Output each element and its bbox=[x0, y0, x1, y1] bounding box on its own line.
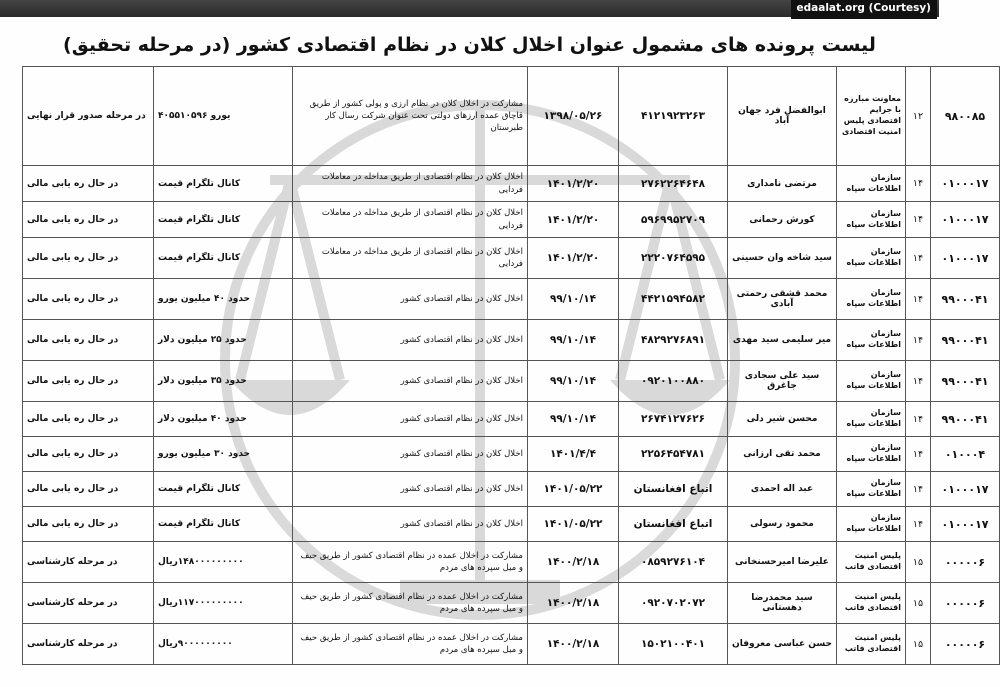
table-row bbox=[23, 166, 1000, 202]
case-number-cell: ۹۹۰۰۰۴۱ bbox=[931, 361, 1000, 402]
agency-cell: سازمان اطلاعات سپاه bbox=[837, 166, 906, 202]
source-credit: edaalat.org (Courtesy) bbox=[791, 0, 937, 19]
case-status-cell: در مرحله کارشناسی bbox=[23, 583, 154, 624]
table-row bbox=[23, 361, 1000, 402]
amount-cell: کانال تلگرام قیمت bbox=[154, 202, 293, 238]
branch-number-cell: ۱۵ bbox=[906, 624, 931, 665]
charge-description-cell: اخلال کلان در نظام اقتصادی کشور bbox=[293, 472, 528, 507]
case-date-cell: ۱۴۰۰/۲/۱۸ bbox=[528, 542, 619, 583]
case-date-cell: ۱۴۰۱/۲/۲۰ bbox=[528, 202, 619, 238]
table-row bbox=[23, 624, 1000, 665]
branch-number-cell: ۱۴ bbox=[906, 472, 931, 507]
national-code-cell: ۲۷۶۲۲۶۴۶۴۸ bbox=[619, 166, 728, 202]
defendant-name-cell: سید محمدرضا دهستانی bbox=[728, 583, 837, 624]
amount-cell: حدود ۴۰ میلیون یورو bbox=[154, 279, 293, 320]
case-status-cell: در حال ره یابی مالی bbox=[23, 166, 154, 202]
agency-cell: پلیس امنیت اقتصادی فاتب bbox=[837, 624, 906, 665]
defendant-name-cell: محمود رسولی bbox=[728, 507, 837, 542]
case-date-cell: ۱۴۰۱/۰۵/۲۲ bbox=[528, 507, 619, 542]
charge-description-cell: مشارکت در اخلال کلان در نظام ارزی و پولی کشور از طریق قاچاق عمده ارزهای دولتی تحت عنوان شرکت رسال کار طبرستان bbox=[293, 67, 528, 166]
table-row bbox=[23, 320, 1000, 361]
charge-description-cell: مشارکت در اخلال عمده در نظام اقتصادی کشور از طریق حیف و میل سپرده های مردم bbox=[293, 624, 528, 665]
amount-cell: حدود ۳۵ میلیون دلار bbox=[154, 361, 293, 402]
table-row bbox=[23, 542, 1000, 583]
table-row bbox=[23, 437, 1000, 472]
national-code-cell: ۱۵۰۲۱۰۰۴۰۱ bbox=[619, 624, 728, 665]
amount-cell: ۱۴۸۰۰۰۰۰۰۰۰۰ریال bbox=[154, 542, 293, 583]
case-status-cell: در حال ره یابی مالی bbox=[23, 202, 154, 238]
defendant-name-cell: محسن شیر دلی bbox=[728, 402, 837, 437]
case-date-cell: ۹۹/۱۰/۱۴ bbox=[528, 320, 619, 361]
amount-cell: کانال تلگرام قیمت bbox=[154, 238, 293, 279]
charge-description-cell: اخلال کلان در نظام اقتصادی از طریق مداخله در معاملات فردایی bbox=[293, 202, 528, 238]
charge-description-cell: اخلال کلان در نظام اقتصادی کشور bbox=[293, 402, 528, 437]
case-number-cell: ۰۱۰۰۰۱۷ bbox=[931, 166, 1000, 202]
branch-number-cell: ۱۴ bbox=[906, 279, 931, 320]
amount-cell: حدود ۴۰ میلیون دلار bbox=[154, 402, 293, 437]
agency-cell: سازمان اطلاعات سپاه bbox=[837, 507, 906, 542]
agency-cell: سازمان اطلاعات سپاه bbox=[837, 279, 906, 320]
national-code-cell: ۴۱۲۱۹۲۳۲۶۳ bbox=[619, 67, 728, 166]
charge-description-cell: اخلال کلان در نظام اقتصادی کشور bbox=[293, 279, 528, 320]
charge-description-cell: مشارکت در اخلال عمده در نظام اقتصادی کشور از طریق حیف و میل سپرده های مردم bbox=[293, 583, 528, 624]
national-code-cell: ۲۲۵۶۴۵۴۷۸۱ bbox=[619, 437, 728, 472]
charge-description-cell: اخلال کلان در نظام اقتصادی از طریق مداخله در معاملات فردایی bbox=[293, 238, 528, 279]
defendant-name-cell: حسن عباسی معروفان bbox=[728, 624, 837, 665]
case-status-cell: در حال ره یابی مالی bbox=[23, 320, 154, 361]
branch-number-cell: ۱۴ bbox=[906, 507, 931, 542]
amount-cell: کانال تلگرام قیمت bbox=[154, 507, 293, 542]
case-status-cell: در مرحله کارشناسی bbox=[23, 542, 154, 583]
agency-cell: سازمان اطلاعات سپاه bbox=[837, 238, 906, 279]
case-number-cell: ۹۸۰۰۸۵ bbox=[931, 67, 1000, 166]
defendant-name-cell: محمد تقی ارزانی bbox=[728, 437, 837, 472]
amount-cell: حدود ۲۵ میلیون دلار bbox=[154, 320, 293, 361]
amount-cell: ۹۰۰۰۰۰۰۰۰۰ریال bbox=[154, 624, 293, 665]
agency-cell: سازمان اطلاعات سپاه bbox=[837, 437, 906, 472]
case-status-cell: در حال ره یابی مالی bbox=[23, 402, 154, 437]
agency-cell: سازمان اطلاعات سپاه bbox=[837, 202, 906, 238]
case-date-cell: ۱۴۰۱/۲/۲۰ bbox=[528, 238, 619, 279]
defendant-name-cell: ابوالفضل فرد جهان آباد bbox=[728, 67, 837, 166]
national-code-cell: ۰۸۵۹۲۷۶۱۰۴ bbox=[619, 542, 728, 583]
branch-number-cell: ۱۲ bbox=[906, 67, 931, 166]
case-number-cell: ۰۰۰۰۰۶ bbox=[931, 624, 1000, 665]
case-status-cell: در حال ره یابی مالی bbox=[23, 437, 154, 472]
case-number-cell: ۰۱۰۰۰۱۷ bbox=[931, 507, 1000, 542]
defendant-name-cell: میر سلیمی سید مهدی bbox=[728, 320, 837, 361]
charge-description-cell: اخلال کلان در نظام اقتصادی کشور bbox=[293, 507, 528, 542]
case-status-cell: در حال ره یابی مالی bbox=[23, 361, 154, 402]
agency-cell: معاونت مبارزه با جرایم اقتصادی پلیس امنیت اقتصادی bbox=[837, 67, 906, 166]
case-status-cell: در حال ره یابی مالی bbox=[23, 507, 154, 542]
charge-description-cell: مشارکت در اخلال عمده در نظام اقتصادی کشور از طریق حیف و میل سپرده های مردم bbox=[293, 542, 528, 583]
table-row bbox=[23, 238, 1000, 279]
case-date-cell: ۱۴۰۱/۰۵/۲۲ bbox=[528, 472, 619, 507]
case-date-cell: ۱۴۰۱/۲/۲۰ bbox=[528, 166, 619, 202]
table-row bbox=[23, 202, 1000, 238]
case-number-cell: ۰۰۰۰۰۶ bbox=[931, 542, 1000, 583]
case-date-cell: ۹۹/۱۰/۱۴ bbox=[528, 279, 619, 320]
case-status-cell: در حال ره یابی مالی bbox=[23, 472, 154, 507]
agency-cell: سازمان اطلاعات سپاه bbox=[837, 320, 906, 361]
agency-cell: سازمان اطلاعات سپاه bbox=[837, 472, 906, 507]
branch-number-cell: ۱۴ bbox=[906, 437, 931, 472]
case-number-cell: ۹۹۰۰۰۴۱ bbox=[931, 279, 1000, 320]
national-code-cell: ۲۲۲۰۷۶۴۵۹۵ bbox=[619, 238, 728, 279]
page-title: لیست پرونده های مشمول عنوان اخلال کلان در نظام اقتصادی کشور (در مرحله تحقیق) bbox=[63, 34, 876, 56]
national-code-cell: ۴۴۲۱۵۹۴۵۸۲ bbox=[619, 279, 728, 320]
agency-cell: سازمان اطلاعات سپاه bbox=[837, 361, 906, 402]
charge-description-cell: اخلال کلان در نظام اقتصادی از طریق مداخله در معاملات فردایی bbox=[293, 166, 528, 202]
defendant-name-cell: سید علی سجادی جاغرق bbox=[728, 361, 837, 402]
table-row bbox=[23, 279, 1000, 320]
defendant-name-cell: مرتضی نامداری bbox=[728, 166, 837, 202]
national-code-cell: اتباع افغانستان bbox=[619, 507, 728, 542]
branch-number-cell: ۱۴ bbox=[906, 238, 931, 279]
branch-number-cell: ۱۴ bbox=[906, 402, 931, 437]
agency-cell: سازمان اطلاعات سپاه bbox=[837, 402, 906, 437]
national-code-cell: ۵۹۶۹۹۵۲۷۰۹ bbox=[619, 202, 728, 238]
national-code-cell: اتباع افغانستان bbox=[619, 472, 728, 507]
amount-cell: کانال تلگرام قیمت bbox=[154, 166, 293, 202]
case-date-cell: ۱۴۰۱/۴/۴ bbox=[528, 437, 619, 472]
table-row bbox=[23, 402, 1000, 437]
case-number-cell: ۰۱۰۰۰۱۷ bbox=[931, 238, 1000, 279]
national-code-cell: ۴۸۲۹۲۷۶۸۹۱ bbox=[619, 320, 728, 361]
case-date-cell: ۱۴۰۰/۲/۱۸ bbox=[528, 583, 619, 624]
table-row bbox=[23, 583, 1000, 624]
case-date-cell: ۱۳۹۸/۰۵/۲۶ bbox=[528, 67, 619, 166]
amount-cell: ۱۱۷۰۰۰۰۰۰۰۰۰ریال bbox=[154, 583, 293, 624]
defendant-name-cell: کورش رحمانی bbox=[728, 202, 837, 238]
case-date-cell: ۹۹/۱۰/۱۴ bbox=[528, 402, 619, 437]
amount-cell: حدود ۳۰ میلیون یورو bbox=[154, 437, 293, 472]
case-date-cell: ۹۹/۱۰/۱۴ bbox=[528, 361, 619, 402]
national-code-cell: ۲۶۷۴۱۲۷۶۲۶ bbox=[619, 402, 728, 437]
national-code-cell: ۰۹۲۰۱۰۰۸۸۰ bbox=[619, 361, 728, 402]
branch-number-cell: ۱۵ bbox=[906, 583, 931, 624]
branch-number-cell: ۱۴ bbox=[906, 320, 931, 361]
table-row bbox=[23, 67, 1000, 166]
branch-number-cell: ۱۴ bbox=[906, 202, 931, 238]
case-number-cell: ۰۱۰۰۰۴ bbox=[931, 437, 1000, 472]
agency-cell: پلیس امنیت اقتصادی فاتب bbox=[837, 542, 906, 583]
case-number-cell: ۰۱۰۰۰۱۷ bbox=[931, 202, 1000, 238]
charge-description-cell: اخلال کلان در نظام اقتصادی کشور bbox=[293, 437, 528, 472]
branch-number-cell: ۱۴ bbox=[906, 166, 931, 202]
defendant-name-cell: سید شاخه وان حسینی bbox=[728, 238, 837, 279]
national-code-cell: ۰۹۲۰۷۰۲۰۷۲ bbox=[619, 583, 728, 624]
case-number-cell: ۰۱۰۰۰۱۷ bbox=[931, 472, 1000, 507]
agency-cell: پلیس امنیت اقتصادی فاتب bbox=[837, 583, 906, 624]
case-number-cell: ۰۰۰۰۰۶ bbox=[931, 583, 1000, 624]
branch-number-cell: ۱۵ bbox=[906, 542, 931, 583]
case-number-cell: ۹۹۰۰۰۴۱ bbox=[931, 402, 1000, 437]
case-status-cell: در مرحله صدور قرار نهایی bbox=[23, 67, 154, 166]
case-status-cell: در مرحله کارشناسی bbox=[23, 624, 154, 665]
defendant-name-cell: محمد قشقی رحمتی آبادی bbox=[728, 279, 837, 320]
case-date-cell: ۱۴۰۰/۲/۱۸ bbox=[528, 624, 619, 665]
amount-cell: کانال تلگرام قیمت bbox=[154, 472, 293, 507]
table-row bbox=[23, 507, 1000, 542]
branch-number-cell: ۱۴ bbox=[906, 361, 931, 402]
charge-description-cell: اخلال کلان در نظام اقتصادی کشور bbox=[293, 320, 528, 361]
defendant-name-cell: عبد اله احمدی bbox=[728, 472, 837, 507]
defendant-name-cell: علیرضا امیرحسنخانی bbox=[728, 542, 837, 583]
case-status-cell: در حال ره یابی مالی bbox=[23, 238, 154, 279]
cases-table bbox=[22, 66, 1000, 665]
case-number-cell: ۹۹۰۰۰۴۱ bbox=[931, 320, 1000, 361]
table-row bbox=[23, 472, 1000, 507]
charge-description-cell: اخلال کلان در نظام اقتصادی کشور bbox=[293, 361, 528, 402]
amount-cell: یورو ۴۰۵۵۱۰۵۹۶ bbox=[154, 67, 293, 166]
case-status-cell: در حال ره یابی مالی bbox=[23, 279, 154, 320]
